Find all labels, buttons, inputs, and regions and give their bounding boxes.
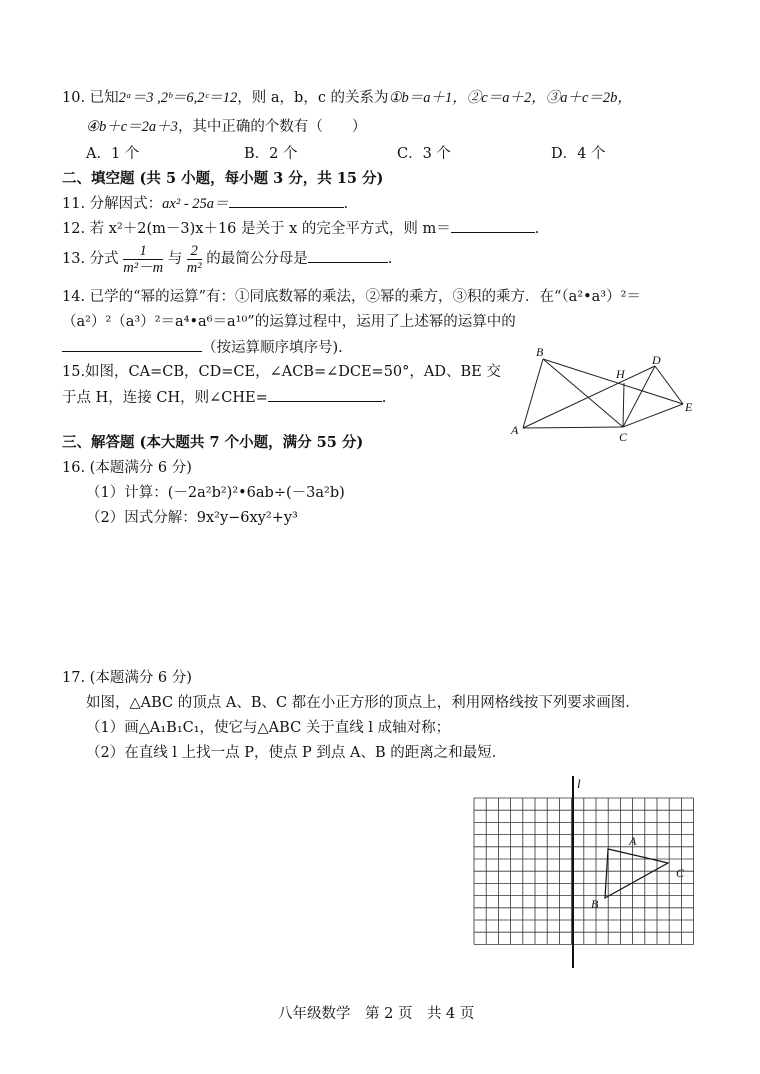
q11: [62, 193, 348, 214]
q10-line2: [86, 117, 366, 137]
segment-ce: [623, 404, 683, 427]
q10-tail: ，其中正确的个数有（ ）: [177, 119, 367, 135]
q15-end: .: [381, 390, 387, 406]
label-b: B: [591, 897, 599, 911]
q13-pre: 13. 分式: [62, 251, 119, 267]
label-a: A: [511, 423, 519, 437]
q13-fraction-2: [187, 243, 202, 276]
segment-cd: [623, 366, 655, 427]
q17-head: 17. (本题满分 6 分): [62, 670, 192, 686]
q11-expr: ax² - 25a＝: [162, 196, 229, 212]
segment-de: [655, 366, 683, 404]
grid-lines: [474, 798, 694, 944]
q10-option-c: C．3 个: [397, 146, 451, 162]
q16-head: 16. (本题满分 6 分): [62, 460, 192, 476]
q14-line3: [62, 337, 343, 358]
q17-intro: 如图，△ABC 的顶点 A、B、C 都在小正方形的顶点上，利用网格线按下列要求画图．: [86, 695, 640, 711]
q13: [62, 242, 392, 276]
q10-relation-4: ④b＋c＝2a＋3: [86, 119, 178, 135]
q16-part1: （1）计算：(－2a²b²)²•6ab÷(－3a²b): [86, 485, 345, 501]
q12-answer-blank[interactable]: [451, 218, 535, 233]
q14-answer-blank[interactable]: [62, 337, 202, 352]
q15-line2-text: 于点 H，连接 CH，则∠CHE=: [62, 390, 268, 406]
q15-answer-blank[interactable]: [268, 387, 382, 402]
segment-ab: [523, 359, 543, 428]
q17-grid-figure: [465, 772, 705, 972]
q14-line3-text: （按运算顺序填序号).: [202, 340, 343, 356]
section2-title: 二、填空题 (共 5 小题，每小题 3 分，共 15 分): [62, 170, 384, 187]
q17-part2: （2）在直线 l 上找一点 P，使点 P 到点 A、B 的距离之和最短．: [86, 745, 507, 761]
q15-line2: [62, 387, 386, 408]
q13-mid: 与: [167, 251, 183, 267]
q14-line1: 14. 已学的“幂的运算”有：①同底数幂的乘法，②幂的乘方，③积的乘方．在“（a²•a³）²＝: [62, 289, 641, 305]
triangle-abc: [605, 849, 668, 898]
q10-option-a: A．1 个: [86, 146, 140, 162]
q10-option-d: D．4 个: [551, 146, 606, 162]
segment-ch: [623, 383, 624, 427]
q14-line2: （a²）²（a³）²＝a⁴•a⁶＝a¹⁰”的运算过程中，运用了上述幂的运算中的: [62, 314, 516, 330]
q15-line1: 15.如图，CA=CB，CD=CE，∠ACB=∠DCE=50°，AD、BE 交: [62, 364, 501, 380]
q13-end: .: [387, 251, 393, 267]
label-c: C: [676, 866, 685, 880]
q11-answer-blank[interactable]: [229, 193, 344, 208]
section3-title: 三、解答题 (本大题共 7 个小题，满分 55 分): [62, 434, 364, 451]
q13-answer-blank[interactable]: [308, 248, 388, 263]
label-h: H: [616, 367, 625, 381]
segment-be: [543, 359, 683, 404]
q13-fraction-1: [123, 243, 163, 276]
label-a: A: [629, 834, 637, 848]
q11-end: .: [343, 196, 349, 212]
q16-part2: （2）因式分解：9x²y−6xy²+y³: [86, 510, 298, 526]
q11-text: 11. 分解因式：: [62, 196, 163, 212]
q10-given: 2ᵃ＝3 ,2ᵇ＝6,2ᶜ＝12: [118, 90, 238, 106]
q13-fraction-1-numerator: 1: [123, 243, 163, 260]
label-e: E: [685, 400, 693, 414]
q10-lead: 已知: [89, 90, 119, 106]
label-l: l: [577, 776, 581, 791]
segment-ad: [523, 366, 655, 428]
label-c: C: [619, 430, 628, 444]
label-b: B: [536, 345, 544, 359]
q12-end: .: [534, 221, 540, 237]
segment-ac: [523, 427, 623, 428]
q17-part1: （1）画△A₁B₁C₁，使它与△ABC 关于直线 l 成轴对称；: [86, 720, 451, 736]
q13-fraction-2-denominator: m²: [186, 259, 202, 276]
q10-number: 10.: [62, 90, 86, 106]
q13-fraction-2-numerator: 2: [187, 243, 202, 260]
q10-ask: ，则 a，b，c 的关系为: [237, 90, 389, 106]
q15-figure: [505, 345, 705, 445]
page-footer: 八年级数学 第 2 页 共 4 页: [278, 1006, 475, 1022]
q12-text: 12. 若 x²＋2(m－3)x＋16 是关于 x 的完全平方式，则 m＝: [62, 221, 451, 237]
q10-line1: [62, 88, 632, 108]
label-d: D: [652, 353, 661, 367]
segment-bc: [543, 359, 623, 427]
q10-option-b: B．2 个: [244, 146, 298, 162]
q13-post: 的最简公分母是: [206, 251, 308, 267]
q10-relations-1-3: ①b＝a＋1，②c＝a＋2，③a＋c＝2b，: [388, 90, 632, 106]
q13-fraction-1-denominator: m²－m: [123, 259, 164, 276]
q12: [62, 218, 539, 239]
